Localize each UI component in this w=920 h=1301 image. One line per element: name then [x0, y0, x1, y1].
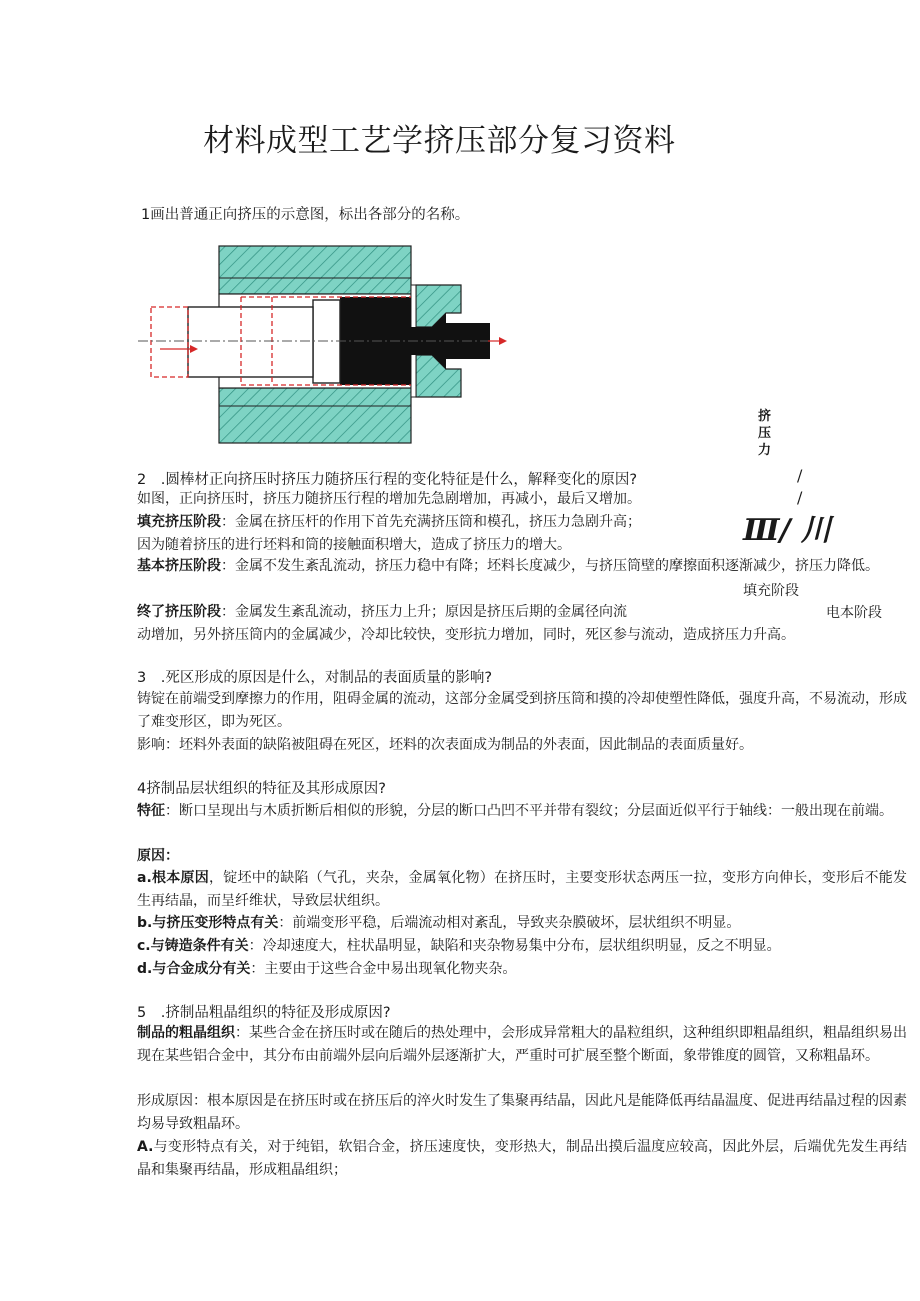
- q4-cause-d: [137, 958, 516, 980]
- graph-stage-1-label: 填充阶段: [743, 583, 799, 599]
- q4-cause-b-text: ：前端变形平稳，后端流动相对紊乱，导致夹杂膜破坏，层状组织不明显。: [278, 915, 741, 931]
- q5-feature-key: 制品的粗晶组织: [137, 1025, 235, 1041]
- q4-cause-key: 原因：: [137, 848, 179, 864]
- q4-feature: [137, 800, 907, 823]
- question-4-heading: 4挤制品层状组织的特征及其形成原因?: [137, 781, 386, 797]
- graph-y-label-1: 挤: [758, 409, 772, 424]
- container-top: [219, 246, 411, 294]
- stem: [188, 307, 313, 377]
- q4-cause-b: [137, 912, 740, 934]
- q2-stage-3-text: ：金属发生紊乱流动，挤压力上升；原因是挤压后期的金属径向流: [221, 604, 627, 620]
- q4-cause-a-key: a.根本原因: [137, 870, 210, 886]
- q3-para-2: 影响：坯料外表面的缺陷被阻碍在死区，坯料的次表面成为制品的外表面，因此制品的表面质量好。: [137, 737, 753, 753]
- q2-stage-2-key: 基本挤压阶段: [137, 558, 221, 574]
- q5-cause: 形成原因：根本原因是在挤压时或在挤压后的淬火时发生了集聚再结晶，因此凡是能降低再结晶温度、促进再结晶过程的因素均易导致粗晶环。: [137, 1093, 907, 1132]
- q2-stage-3-key: 终了挤压阶段: [137, 604, 221, 620]
- q4-cause-c-text: ：冷却速度大，柱状晶明显，缺陷和夹杂物易集中分布，层状组织明显，反之不明显。: [248, 938, 781, 954]
- container-bottom: [219, 388, 411, 443]
- q4-feature-key: 特征: [137, 803, 165, 819]
- question-1: 1画出普通正向挤压的示意图，标出各部分的名称。: [141, 207, 470, 223]
- question-2-heading: 2 .圆棒材正向挤压时挤压力随挤压行程的变化特征是什么，解释变化的原因?: [137, 472, 638, 488]
- q4-cause-d-key: d.与合金成分有关: [137, 961, 251, 977]
- question-3-heading: 3 .死区形成的原因是什么，对制品的表面质量的影响?: [137, 670, 493, 686]
- q2-intro: 如图，正向挤压时，挤压力随挤压行程的增加先急剧增加，再减小，最后又增加。: [137, 491, 641, 507]
- q4-cause-c: [137, 935, 781, 957]
- q4-cause-d-text: ：主要由于这些合金中易出现氧化物夹杂。: [250, 961, 517, 977]
- q2-stage-3-line2: 动增加，另外挤压筒内的金属减少，冷却比较快，变形抗力增加，同时，死区参与流动，造成挤压力升高。: [137, 627, 795, 643]
- q2-stage-2: [137, 555, 907, 578]
- q2-stage-1-key: 填充挤压阶段: [137, 514, 221, 530]
- ram: [313, 300, 340, 383]
- graph-y-label-3: 力: [758, 443, 772, 458]
- q2-stage-1-line2: 因为随着挤压的进行坯料和筒的接触面积增大，造成了挤压力的增大。: [137, 537, 571, 553]
- graph-curve-sketch: Ⅲ/ 川: [743, 513, 831, 548]
- extrusion-diagram: [0, 0, 920, 460]
- page-title: 材料成型工艺学挤压部分复习资料: [203, 123, 676, 159]
- q3-para-1: 铸锭在前端受到摩擦力的作用，阻碍金属的流动，这部分金属受到挤压筒和摸的冷却使塑性降低，强度升高，不易流动，形成了难变形区，即为死区。: [137, 691, 907, 730]
- q5-cause-a: [137, 1136, 907, 1182]
- q5-feature: [137, 1022, 907, 1068]
- q4-cause-c-key: c.与铸造条件有关: [137, 938, 249, 954]
- q5-feature-text: ：某些合金在挤压时或在随后的热处理中，会形成异常粗大的晶粒组织，这种组织即粗晶组织，粗晶组织易出现在某些铝合金中，其分布由前端外层向后端外层逐渐扩大，严重时可扩展至整个断面，象带锥度的圆管，又称粗晶环。: [137, 1025, 907, 1064]
- q2-stage-2-text: ：金属不发生紊乱流动，挤压力稳中有降；坯料长度减少，与挤压筒壁的摩擦面积逐渐减少，挤压力降低。: [221, 558, 879, 574]
- graph-stage-3-label: 电本阶段: [826, 605, 882, 621]
- q4-cause-a: [137, 867, 907, 913]
- q4-cause-a-text: ，锭坯中的缺陷（气孔，夹杂，金属氧化物）在挤压时，主要变形状态两压一拉，变形方向伸长，变形后不能发生再结晶，而呈纤维状，导致层状组织。: [137, 870, 907, 909]
- graph-slash-2: /: [797, 488, 803, 507]
- q4-cause-b-key: b.与挤压变形特点有关: [137, 915, 279, 931]
- graph-slash-1: /: [797, 466, 803, 485]
- q2-stage-3: [137, 601, 627, 623]
- q2-stage-1: [137, 511, 641, 533]
- q5-cause-a-text: 与变形特点有关，对于纯铝，软铝合金，挤压速度快，变形热大，制品出摸后温度应较高，因此外层，后端优先发生再结晶和集聚再结晶，形成粗晶组织；: [137, 1139, 907, 1178]
- question-5-heading: 5 .挤制品粗晶组织的特征及形成原因?: [137, 1005, 391, 1021]
- q4-feature-text: ：断口呈现出与木质折断后相似的形貌，分层的断口凸凹不平并带有裂纹；分层面近似平行于轴线：一般出现在前端。: [165, 803, 893, 819]
- q2-stage-1-text: ：金属在挤压杆的作用下首先充满挤压筒和模孔，挤压力急剧升高；: [221, 514, 641, 530]
- q5-cause-a-key: A.: [137, 1139, 154, 1155]
- graph-y-label-2: 压: [758, 426, 772, 441]
